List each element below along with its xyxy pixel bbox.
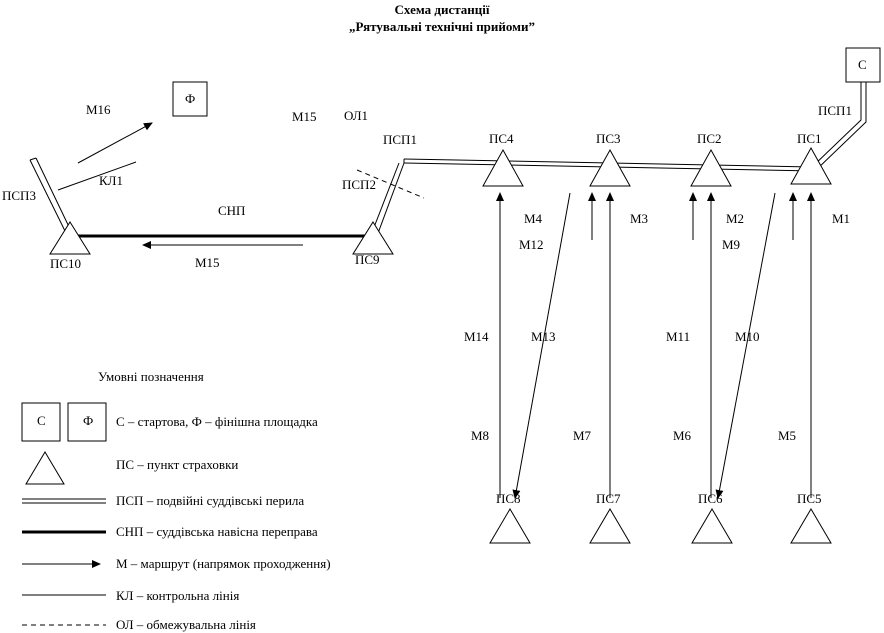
label-ps8: ПС8 xyxy=(496,491,521,506)
label-ps4: ПС4 xyxy=(489,131,514,146)
kl1-line xyxy=(58,162,136,190)
legend-item-ol: ОЛ – обмежувальна лінія xyxy=(116,617,256,632)
psp3-rail-cap xyxy=(30,158,36,160)
label-kl1: КЛ1 xyxy=(99,173,123,188)
label-m4: М4 xyxy=(524,211,543,226)
label-psp3: ПСП3 xyxy=(2,188,36,203)
label-m16: М16 xyxy=(86,102,111,117)
psp3-rail-b xyxy=(36,158,71,231)
legend-item-station: ПС – пункт страховки xyxy=(116,457,239,472)
label-m2: М2 xyxy=(726,211,745,226)
label-ol1: ОЛ1 xyxy=(344,108,369,123)
psp2-rail-b xyxy=(377,163,404,236)
page-title-line1: Схема дистанції xyxy=(394,2,490,17)
label-m9: М9 xyxy=(722,237,741,252)
label-m5: М5 xyxy=(778,428,797,443)
station-triangle-ps10 xyxy=(50,222,90,254)
legend-item-kl: КЛ – контрольна лінія xyxy=(116,588,240,603)
legend-item-psp: ПСП – подвійні суддівські перила xyxy=(116,493,305,508)
legend-start-box-label: С xyxy=(37,413,46,428)
station-triangle-ps5 xyxy=(791,509,831,543)
station-triangle-ps3 xyxy=(590,150,630,186)
station-triangle-ps7 xyxy=(590,509,630,543)
label-m1: М1 xyxy=(832,211,851,226)
station-triangle-ps6 xyxy=(692,509,732,543)
psp2-rail-a xyxy=(371,163,399,235)
label-ps9: ПС9 xyxy=(355,252,380,267)
label-m3: М3 xyxy=(630,211,649,226)
station-triangle-ps9 xyxy=(353,222,393,254)
psp1-rail-a xyxy=(812,82,861,167)
label-ps10: ПС10 xyxy=(50,256,82,271)
station-triangle-ps2 xyxy=(691,150,731,186)
label-m7: М7 xyxy=(573,428,592,443)
label-snp: СНП xyxy=(218,203,246,218)
label-ps1: ПС1 xyxy=(797,131,822,146)
legend-station-triangle xyxy=(26,452,64,484)
station-triangle-ps8 xyxy=(490,509,530,543)
label-m14: М14 xyxy=(464,329,489,344)
legend-item-route: М – маршрут (напрямок проходження) xyxy=(116,556,331,571)
legend-item-start-finish: С – стартова, Ф – фінішна площадка xyxy=(116,414,318,429)
label-m8: М8 xyxy=(471,428,490,443)
legend-item-snp: СНП – суддівська навісна переправа xyxy=(116,524,318,539)
label-ps2: ПС2 xyxy=(697,131,722,146)
station-triangle-ps4 xyxy=(483,150,523,186)
label-ps7: ПС7 xyxy=(596,491,621,506)
label-m15-bottom: М15 xyxy=(195,255,220,270)
label-m15-top: М15 xyxy=(292,109,317,124)
label-m12: М12 xyxy=(519,237,544,252)
label-ps5: ПС5 xyxy=(797,491,822,506)
label-psp1-mid: ПСП1 xyxy=(383,132,417,147)
label-psp2: ПСП2 xyxy=(342,177,376,192)
legend-finish-box-label: Ф xyxy=(83,413,94,428)
label-m6: М6 xyxy=(673,428,692,443)
start-box-label: С xyxy=(858,57,867,72)
station-triangle-ps1 xyxy=(791,148,831,184)
psp1-rail-b xyxy=(815,82,866,171)
label-ps6: ПС6 xyxy=(698,491,723,506)
route-m16-arrow xyxy=(78,123,152,163)
finish-box-label: Ф xyxy=(185,91,196,106)
legend-heading: Умовні позначення xyxy=(98,369,204,384)
page-title-line2: „Рятувальні технічні прийоми” xyxy=(349,19,535,34)
label-m10: М10 xyxy=(735,329,760,344)
label-m13: М13 xyxy=(531,329,556,344)
label-ps3: ПС3 xyxy=(596,131,621,146)
label-psp1-top: ПСП1 xyxy=(818,103,852,118)
label-m11: М11 xyxy=(666,329,691,344)
